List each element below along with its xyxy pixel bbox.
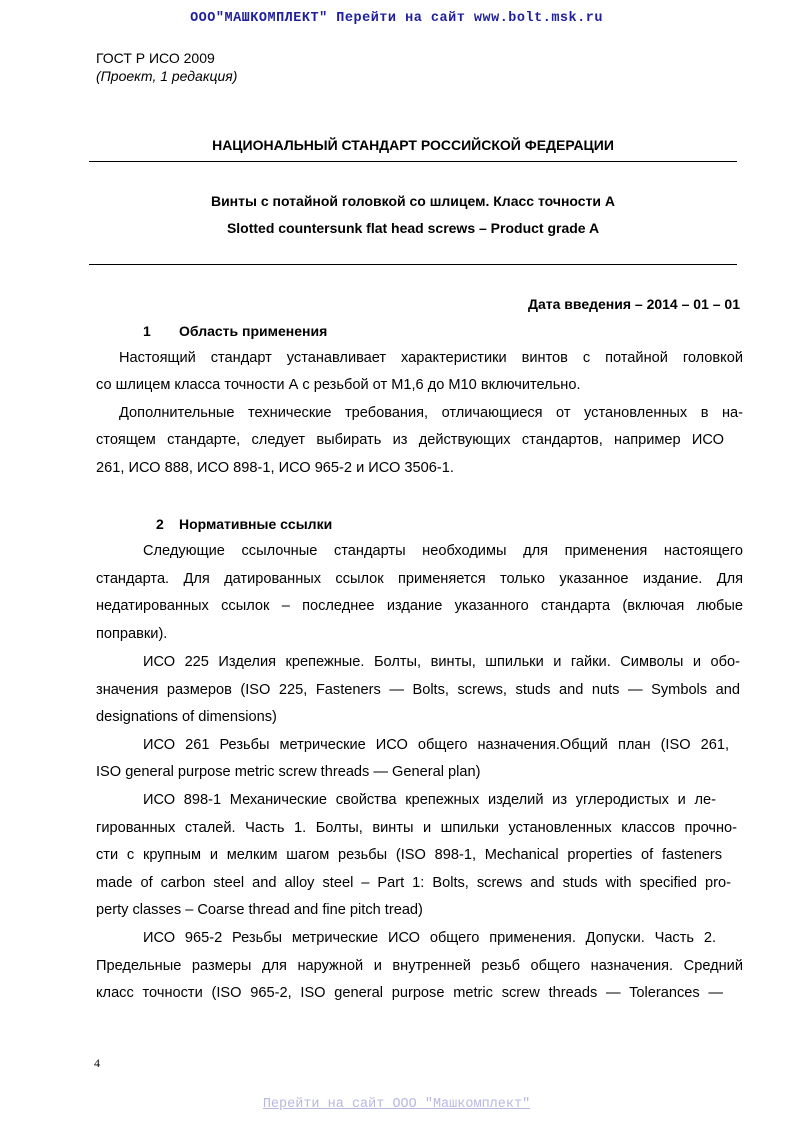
section1-line: Дополнительные технические требования, отличающиеся от установленных в на- [119, 405, 743, 421]
doc-title-en: Slotted countersunk flat head screws – Product grade A [226, 220, 600, 236]
reference-line: Предельные размеры для наружной и внутренней резьб общего назначения. Средний [96, 958, 743, 974]
reference-line: ISO general purpose metric screw threads — General plan) [96, 764, 481, 780]
site-banner-link[interactable]: ООО"МАШКОМПЛЕКТ" Перейти на сайт www.bolt.msk.ru [190, 11, 603, 26]
section2-line: Следующие ссылочные стандарты необходимы для применения настоящего [143, 543, 743, 559]
section1-line: стоящем стандарте, следует выбирать из действующих стандартов, например ИСО [96, 432, 724, 448]
doc-title-ru: Винты с потайной головкой со шлицем. Класс точности А [210, 193, 616, 209]
reference-line: сти с крупным и мелким шагом резьбы (ISO 898-1, Mechanical properties of fasteners [96, 847, 722, 863]
reference-line: класс точности (ISO 965-2, ISO general purpose metric screw threads — Tolerances — [96, 985, 723, 1001]
reference-line: designations of dimensions) [96, 709, 277, 725]
section2-line: поправки). [96, 626, 168, 642]
edition-note: (Проект, 1 редакция) [96, 68, 238, 84]
reference-line: ИСО 965-2 Резьбы метрические ИСО общего применения. Допуски. Часть 2. [143, 930, 716, 946]
reference-line: ИСО 261 Резьбы метрические ИСО общего назначения.Общий план (ISO 261, [143, 737, 729, 753]
intro-date: Дата введения – 2014 – 01 – 01 [528, 296, 740, 312]
section1-line: 261, ИСО 888, ИСО 898-1, ИСО 965-2 и ИСО 3506-1. [96, 460, 454, 476]
divider-bottom [89, 264, 737, 265]
section2-heading: Нормативные ссылки [179, 516, 333, 532]
reference-line: гированных сталей. Часть 1. Болты, винты и шпильки установленных классов прочно- [96, 820, 737, 836]
divider-top [89, 161, 737, 162]
section2-number: 2 [156, 516, 164, 532]
site-footer-link[interactable]: Перейти на сайт ООО "Машкомплект" [262, 1097, 531, 1112]
section1-line: Настоящий стандарт устанавливает характеристики винтов с потайной головкой [119, 350, 743, 366]
reference-line: perty classes – Coarse thread and fine pitch tread) [96, 902, 423, 918]
section2-line: недатированных ссылок – последнее издание указанного стандарта (включая любые [96, 598, 743, 614]
standard-title: НАЦИОНАЛЬНЫЙ СТАНДАРТ РОССИЙСКОЙ ФЕДЕРАЦИИ [212, 137, 614, 153]
section1-line: со шлицем класса точности А с резьбой от М1,6 до М10 включительно. [96, 377, 581, 393]
gost-code: ГОСТ Р ИСО 2009 [96, 50, 215, 66]
reference-line: ИСО 225 Изделия крепежные. Болты, винты, шпильки и гайки. Символы и обо- [143, 654, 740, 670]
section1-heading: Область применения [179, 323, 328, 339]
reference-line: made of carbon steel and alloy steel – Part 1: Bolts, screws and studs with specified pro- [96, 875, 731, 891]
reference-line: ИСО 898-1 Механические свойства крепежных изделий из углеродистых и ле- [143, 792, 716, 808]
section1-number: 1 [143, 323, 151, 339]
reference-line: значения размеров (ISO 225, Fasteners — Bolts, screws, studs and nuts — Symbols and [96, 682, 740, 698]
section2-line: стандарта. Для датированных ссылок применяется только указанное издание. Для [96, 571, 743, 587]
page-number: 4 [94, 1056, 100, 1070]
